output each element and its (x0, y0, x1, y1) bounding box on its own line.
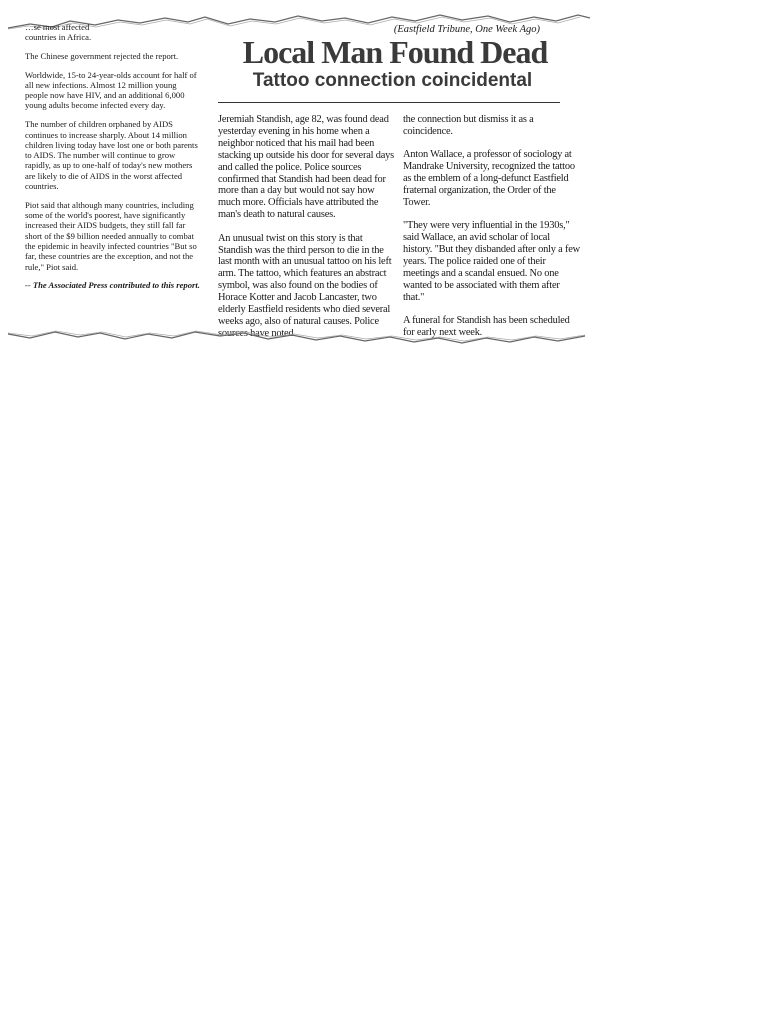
cut-text-fragment: …se most affected (25, 22, 90, 32)
press-credit: -- The Associated Press contributed to this report. (25, 280, 200, 291)
article-paragraph: An unusual twist on this story is that Standish was the third person to die in the last month with an unusual tattoo on his left arm. The tattoo, which features an abstract symbol, was also found on the bodies of Horace Kotter and Jacob Lancaster, two elderly Eastfield residents who died several weeks ago, also of natural causes. Police sources have noted (218, 232, 392, 339)
left-paragraph: The number of children orphaned by AIDS continues to increase sharply. About 14 million children living today have lost one or both parents to AIDS. The number will continue to grow rapidly, as up to one-half of today's new mothers are likely to die of AIDS in the worst affected countries. (25, 119, 198, 192)
left-paragraph: Piot said that although many countries, including some of the world's poorest, have significantly increased their AIDS budgets, they still fall far short of the $9 billion needed annually to combat the epidemic in heavily infected countries "But so far, these countries are the exception, and not the rule," Piot said. (25, 199, 197, 272)
subheadline: Tattoo connection coincidental (252, 70, 533, 91)
article-paragraph: "They were very influential in the 1930s," said Wallace, an avid scholar of local history. "But they disbanded after only a few years. The police raided one of their meetings and a scandal ensued. No one wanted to be associated with them after that." (403, 220, 580, 303)
article-paragraph: Anton Wallace, a professor of sociology at Mandrake University, recognized the tattoo as the emblem of a long-defunct Eastfield fraternal organization, the Order of the Tower. (403, 149, 575, 208)
article-column-middle (218, 114, 396, 351)
dateline: (Eastfield Tribune, One Week Ago) (393, 24, 540, 35)
headline: Local Man Found Dead (242, 34, 548, 70)
left-paragraph: The Chinese government rejected the report. (25, 50, 179, 61)
article-paragraph: the connection but dismiss it as a coincidence. (403, 114, 534, 137)
torn-edge-bottom (0, 326, 600, 352)
headline-divider (218, 102, 560, 103)
article-column-right (403, 114, 581, 351)
left-paragraph: Worldwide, 15-to 24-year-olds account for half of all new infections. Almost 12 million young people now have HIV, and an additional 6,000 young adults become infected every day. (25, 69, 197, 111)
article-paragraph: A funeral for Standish has been scheduled for early next week. (403, 315, 570, 339)
left-paragraph: countries in Africa. (25, 32, 92, 42)
article-paragraph: Jeremiah Standish, age 82, was found dead yesterday evening in his home when a neighbor noticed that his mail had been stacking up outside his door for several days and called the police. Police sources confirmed that Standish had been dead for more than a day but would not say how much more. Officials have attributed the man's death to natural causes. (218, 114, 394, 221)
left-column (25, 22, 200, 299)
newspaper-clipping (0, 0, 600, 360)
